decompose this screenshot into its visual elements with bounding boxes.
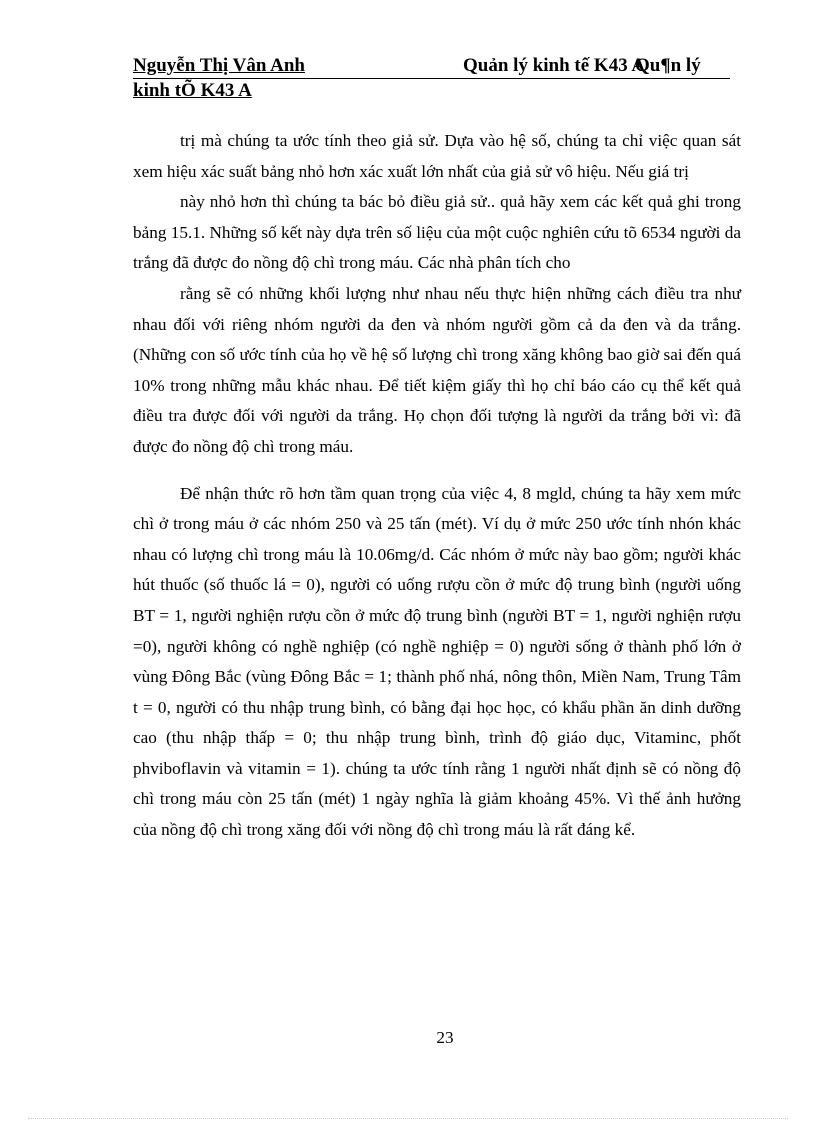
header-author: Nguyễn Thị Vân Anh xyxy=(133,55,305,76)
paragraph-3: rằng sẽ có những khối lượng như nhau nếu thực hiện những cách điều tra như nhau đối với riêng nhóm người da đen và nhóm người gồm cả da đen và da trắng. (Những con số ước tính của họ về hệ số lượng chì trong xăng không bao giờ sai đến quá 10% trong những mẫu khác nhau. Để tiết kiệm giấy thì họ chỉ báo cáo cụ thể kết quả điều tra được đối với người da trắng. Họ chọn đối tượng là người da trắng bởi vì: đã được đo nồng độ chì trong máu. xyxy=(133,283,741,456)
header-course-garbled-1: Qu¶n lý xyxy=(635,55,701,76)
page-edge-divider xyxy=(28,1118,788,1119)
paragraph-1: trị mà chúng ta ước tính theo giả sử. Dựa vào hệ số, chúng ta chỉ việc quan sát xem hiệu xác suất bảng nhỏ hơn xác xuất lớn nhất của giả sử vô hiệu. Nếu giá trị xyxy=(133,131,741,181)
header-course: Quản lý kinh tế K43 A xyxy=(463,55,646,76)
body-text xyxy=(133,126,741,846)
paragraph-2: này nhỏ hơn thì chúng ta bác bỏ điều giả sử.. quả hãy xem các kết quả ghi trong bảng 15.1. Những số kết này dựa trên số liệu của một cuộc nghiên cứu tõ 6534 người da trắng đã được đo nồng độ chì trong máu. Các nhà phân tích cho xyxy=(133,192,741,273)
page-header xyxy=(133,54,733,103)
header-course-garbled-2: kinh tÕ K43 A xyxy=(133,80,252,101)
paragraph-spacer xyxy=(133,463,741,479)
paragraph-4: Để nhận thức rõ hơn tầm quan trọng của việc 4, 8 mgld, chúng ta hãy xem mức chì ở trong máu ở các nhóm 250 và 25 tấn (mét). Ví dụ ở mức 250 ước tính nhón khác nhau có lượng chì trong máu là 10.06mg/d. Các nhóm ở mức này bao gồm; người khác hút thuốc (số thuốc lá = 0), người có uống rượu cồn ở mức độ trung bình (người uống BT = 1, người nghiện rượu cồn ở mức độ trung bình (người BT = 1, người nghiện rượu =0), người không có nghề nghiệp (có nghề nghiệp = 0) người sống ở thành phố lớn ở vùng Đông Bắc (vùng Đông Bắc = 1; thành phố nhá, nông thôn, Miền Nam, Trung Tâm t = 0, người có thu nhập trung bình, có bằng đại học học, có khẩu phần ăn dinh dưỡng cao (thu nhập thấp = 0; thu nhập trung bình, trình độ giáo dục, Vitaminc, phốt phviboflavin và vitamin = 1). chúng ta ước tính rằng 1 người nhất định sẽ có nồng độ chì trong máu còn 25 tấn (mét) 1 ngày nghĩa là giảm khoảng 45%. Vì thế ảnh hưởng của nồng độ chì trong xăng đối với nồng độ chì trong máu là rất đáng kể. xyxy=(133,483,741,840)
header-first-line xyxy=(133,54,730,79)
page-number: 23 xyxy=(436,1028,454,1047)
